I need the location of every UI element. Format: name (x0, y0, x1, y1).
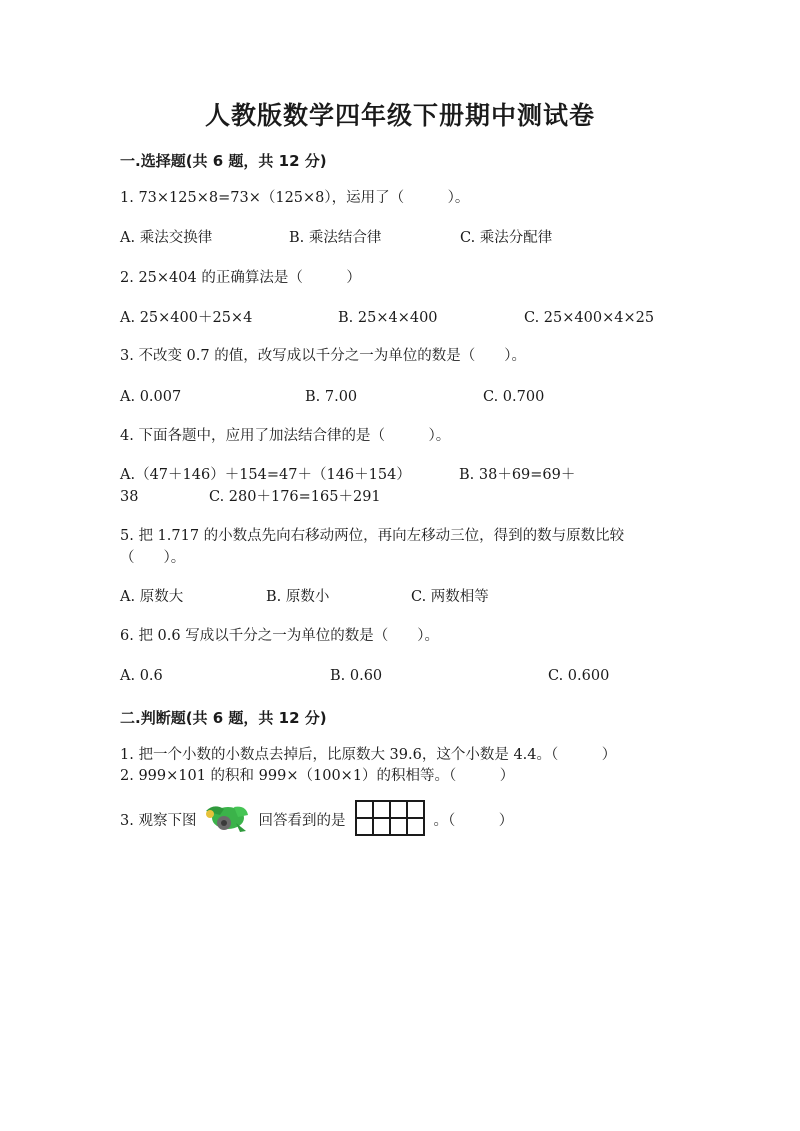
question-1-stem: 1. 73×125×8=73×（125×8），运用了（ ）。 (120, 190, 470, 206)
question-3-stem: 3. 不改变 0.7 的值，改写成以千分之一为单位的数是（ ）。 (120, 348, 526, 364)
judgement-3-text-3: 。（ ） (433, 813, 514, 829)
section-heading-judgement: 二.判断题(共 6 题，共 12 分) (120, 709, 327, 727)
question-5-stem-continued: （ ）。 (120, 550, 186, 566)
question-1-option-b: B. 乘法结合律 (289, 230, 382, 246)
question-3-option-a: A. 0.007 (120, 389, 182, 405)
question-5-option-c: C. 两数相等 (411, 589, 489, 605)
question-4-option-b-continued: 38 (120, 489, 139, 505)
question-6-option-c: C. 0.600 (548, 668, 610, 684)
toy-figure-image (200, 801, 250, 841)
grid-shape-icon (355, 800, 425, 836)
grid-view-figure (355, 800, 425, 842)
judgement-1: 1. 把一个小数的小数点去掉后，比原数大 39.6，这个小数是 4.4。（ ） (120, 747, 617, 763)
question-3-option-b: B. 7.00 (305, 389, 358, 405)
question-1-option-a: A. 乘法交换律 (120, 230, 213, 246)
question-4-stem: 4. 下面各题中，应用了加法结合律的是（ ）。 (120, 428, 451, 444)
question-5-option-a: A. 原数大 (120, 589, 184, 605)
question-1-option-c: C. 乘法分配律 (460, 230, 553, 246)
question-4-option-a: A.（47＋146）＋154=47＋（146＋154） (120, 467, 411, 483)
question-4-option-c: C. 280＋176=165＋291 (209, 489, 381, 505)
question-2-option-b: B. 25×4×400 (338, 310, 438, 326)
section-heading-choice: 一.选择题(共 6 题，共 12 分) (120, 152, 327, 170)
green-toy-icon (200, 801, 250, 835)
question-3-option-c: C. 0.700 (483, 389, 545, 405)
page-title: 人教版数学四年级下册期中测试卷 (204, 101, 595, 130)
question-2-option-a: A. 25×400＋25×4 (120, 310, 253, 326)
question-6-option-a: A. 0.6 (120, 668, 163, 684)
judgement-2: 2. 999×101 的积和 999×（100×1）的积相等。（ ） (120, 768, 515, 784)
question-6-stem: 6. 把 0.6 写成以千分之一为单位的数是（ ）。 (120, 628, 439, 644)
question-5-option-b: B. 原数小 (266, 589, 330, 605)
question-2-option-c: C. 25×400×4×25 (524, 310, 655, 326)
question-6-option-b: B. 0.60 (330, 668, 383, 684)
question-2-stem: 2. 25×404 的正确算法是（ ） (120, 270, 361, 286)
judgement-3-text-1: 3. 观察下图 (120, 813, 197, 829)
question-5-stem: 5. 把 1.717 的小数点先向右移动两位，再向左移动三位，得到的数与原数比较 (120, 528, 625, 544)
question-4-option-b: B. 38＋69=69＋ (459, 467, 576, 483)
judgement-3-text-2: 回答看到的是 (258, 813, 346, 829)
judgement-3 (120, 800, 513, 842)
